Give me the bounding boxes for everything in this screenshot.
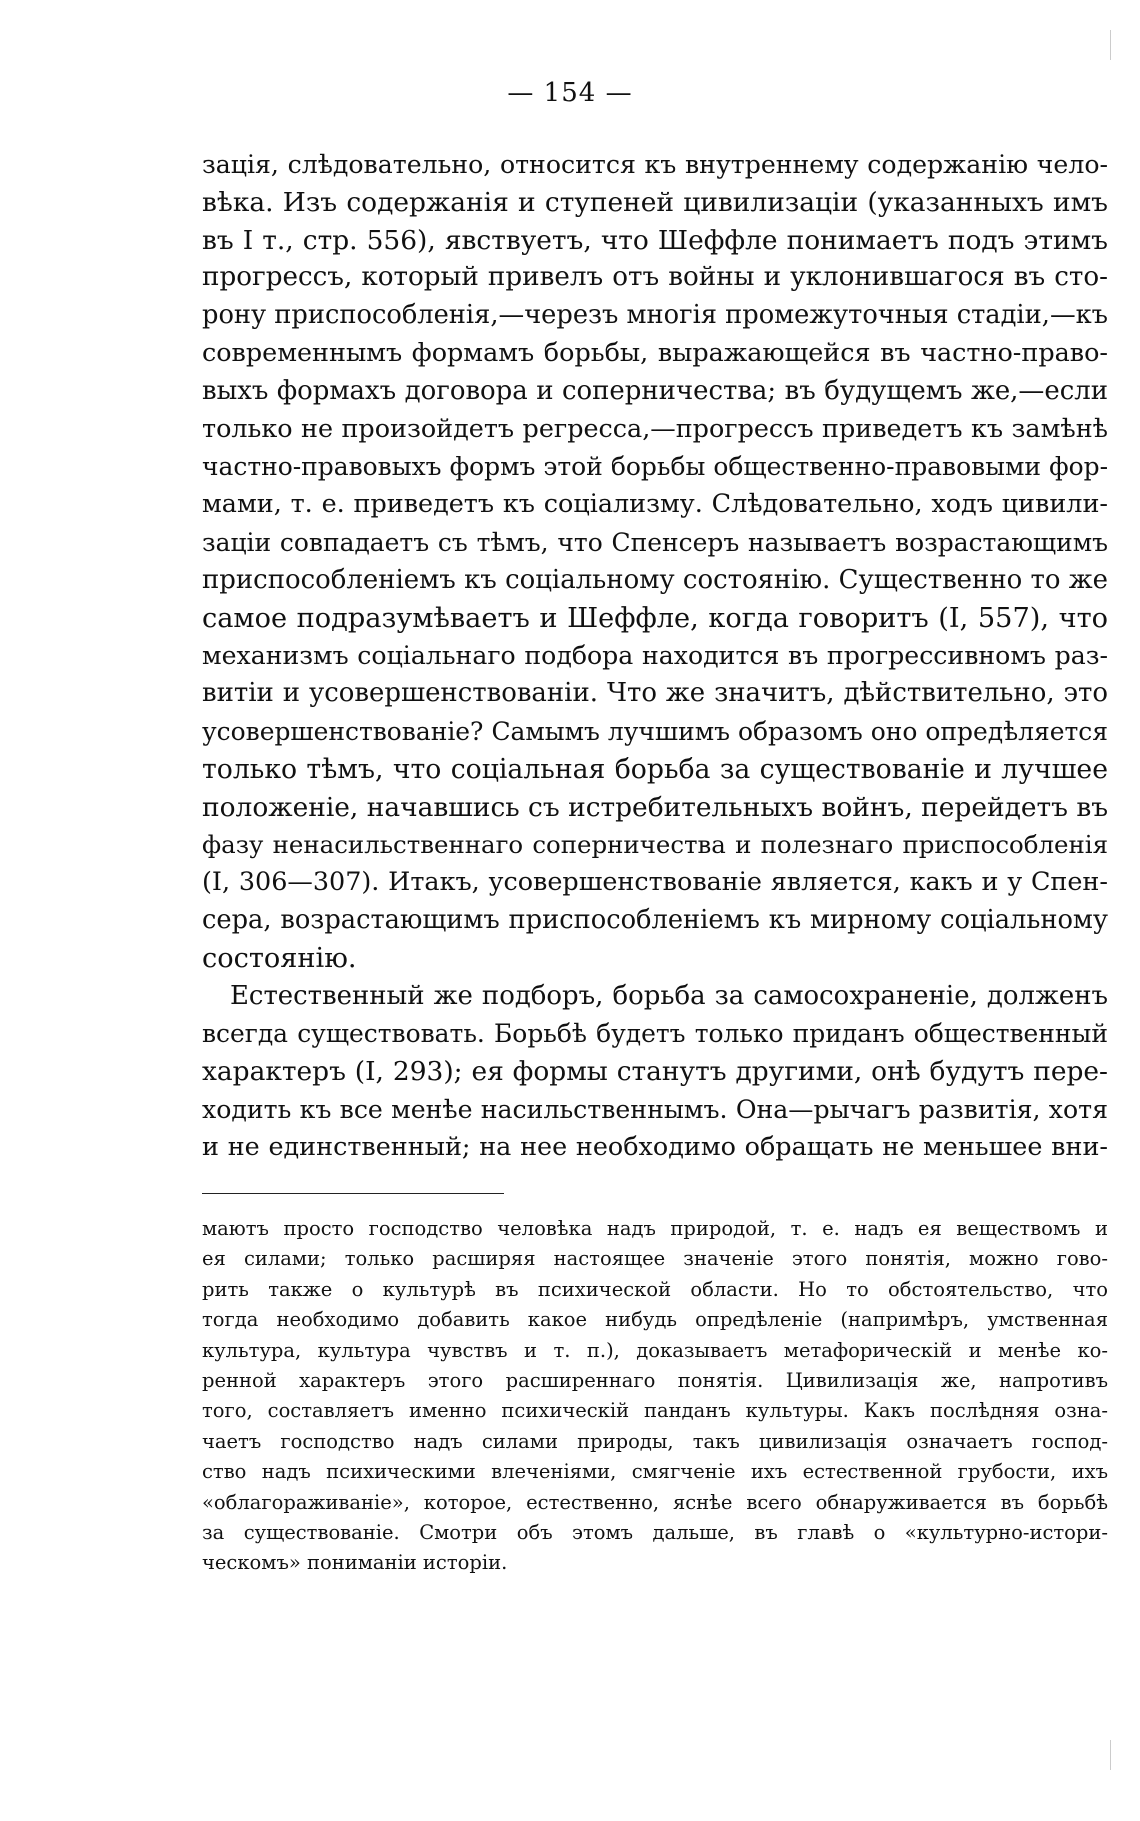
text-line: характеръ (I, 293); ея формы станутъ другими, онѣ будутъ пере- [202, 1056, 1108, 1088]
text-line: приспособленіемъ къ соціальному состоянію. Существенно то же [202, 564, 1108, 595]
text-line: ходить къ все менѣе насильственнымъ. Она—рычагъ развитія, хотя [202, 1094, 1108, 1124]
text-line: (I, 306—307). Итакъ, усовершенствованіе является, какъ и у Спен- [202, 867, 1108, 898]
text-line: всегда существовать. Борьбѣ будетъ только приданъ общественный [202, 1019, 1108, 1049]
footnote-line: ренной характеръ этого расширеннаго понятія. Цивилизація же, напротивъ [202, 1368, 1108, 1392]
footnote-line: рить также о культурѣ въ психической области. Но то обстоятельство, что [202, 1277, 1108, 1301]
scan-edge-mark [1110, 1740, 1111, 1770]
text-line: фазу ненасильственнаго соперничества и полезнаго приспособленія [202, 830, 1108, 860]
text-line: въ I т., стр. 556), явствуетъ, что Шеффле понимаетъ подъ этимъ [202, 224, 1108, 256]
text-line: прогрессъ, который привелъ отъ войны и уклонившагося въ сто- [202, 262, 1108, 293]
text-line: зація, слѣдовательно, относится къ внутреннему содержанію чело- [202, 150, 1108, 179]
footnote-line: тогда необходимо добавить какое нибудь опредѣленіе (напримѣръ, умственная [202, 1308, 1108, 1332]
footnote-line: ство надъ психическими влеченіями, смягченіе ихъ естественной грубости, ихъ [202, 1460, 1108, 1484]
text-line: вѣка. Изъ содержанія и ступеней цивилизаціи (указанныхъ имъ [202, 186, 1108, 218]
text-line: выхъ формахъ договора и соперничества; въ будущемъ же,—если [202, 375, 1108, 406]
footnote-line: ея силами; только расширяя настоящее значеніе этого понятія, можно гово- [202, 1247, 1108, 1271]
text-line: только тѣмъ, что соціальная борьба за существованіе и лучшее [202, 753, 1108, 785]
footnote-line: чаетъ господство надъ силами природы, такъ цивилизація означаетъ господ- [202, 1429, 1108, 1453]
footnote-line: маютъ просто господство человѣка надъ природой, т. е. надъ ея веществомъ и [202, 1217, 1108, 1240]
footnote-line: того, составляетъ именно психическій панданъ культуры. Какъ послѣдняя озна- [202, 1399, 1108, 1423]
text-line: механизмъ соціальнаго подбора находится въ прогрессивномъ раз- [202, 641, 1108, 671]
text-line: мами, т. е. приведетъ къ соціализму. Слѣдовательно, ходъ цивили- [202, 489, 1108, 520]
text-line: сера, возрастающимъ приспособленіемъ къ мирному соціальному [202, 904, 1108, 935]
text-line: частно-правовыхъ формъ этой борьбы общественно-правовыми фор- [202, 452, 1108, 482]
text-line: рону приспособленія,—черезъ многія промежуточныя стадіи,—къ [202, 300, 1109, 331]
text-line: усовершенствованіе? Самымъ лучшимъ образомъ оно опредѣляется [202, 716, 1108, 746]
footnote-line: «облагораживаніе», которое, естественно, яснѣе всего обнаруживается въ борьбѣ [202, 1490, 1108, 1514]
footnote-block [202, 1214, 1108, 1579]
footnote-line: ческомъ» пониманіи исторіи. [202, 1551, 508, 1575]
text-line: положеніе, начавшись съ истребительныхъ войнъ, перейдетъ въ [202, 791, 1109, 823]
text-line: самое подразумѣваетъ и Шеффле, когда говоритъ (I, 557), что [202, 602, 1108, 634]
text-line: и не единственный; на нее необходимо обращать не меньшее вни- [202, 1131, 1108, 1162]
text-line: состоянію. [202, 942, 357, 974]
footnote-line: культура, культура чувствъ и т. п.), доказываетъ метафорическій и менѣе ко- [202, 1338, 1108, 1362]
text-line: только не произойдетъ регресса,—прогрессъ приведетъ къ замѣнѣ [202, 413, 1108, 444]
footnote-line: за существованіе. Смотри объ этомъ дальше, въ главѣ о «культурно-истори- [202, 1520, 1108, 1544]
text-line: Естественный же подборъ, борьба за самосохраненіе, долженъ [230, 980, 1108, 1011]
text-line: заціи совпадаетъ съ тѣмъ, что Спенсеръ называетъ возрастающимъ [202, 527, 1108, 557]
text-line: современнымъ формамъ борьбы, выражающейся въ частно-право- [202, 337, 1108, 368]
footnote-divider [202, 1193, 504, 1194]
page-number: — 154 — [507, 78, 633, 108]
text-line: витіи и усовершенствованіи. Что же значитъ, дѣйствительно, это [202, 678, 1108, 709]
main-text-block [202, 146, 1108, 1167]
scan-edge-mark [1110, 30, 1111, 60]
